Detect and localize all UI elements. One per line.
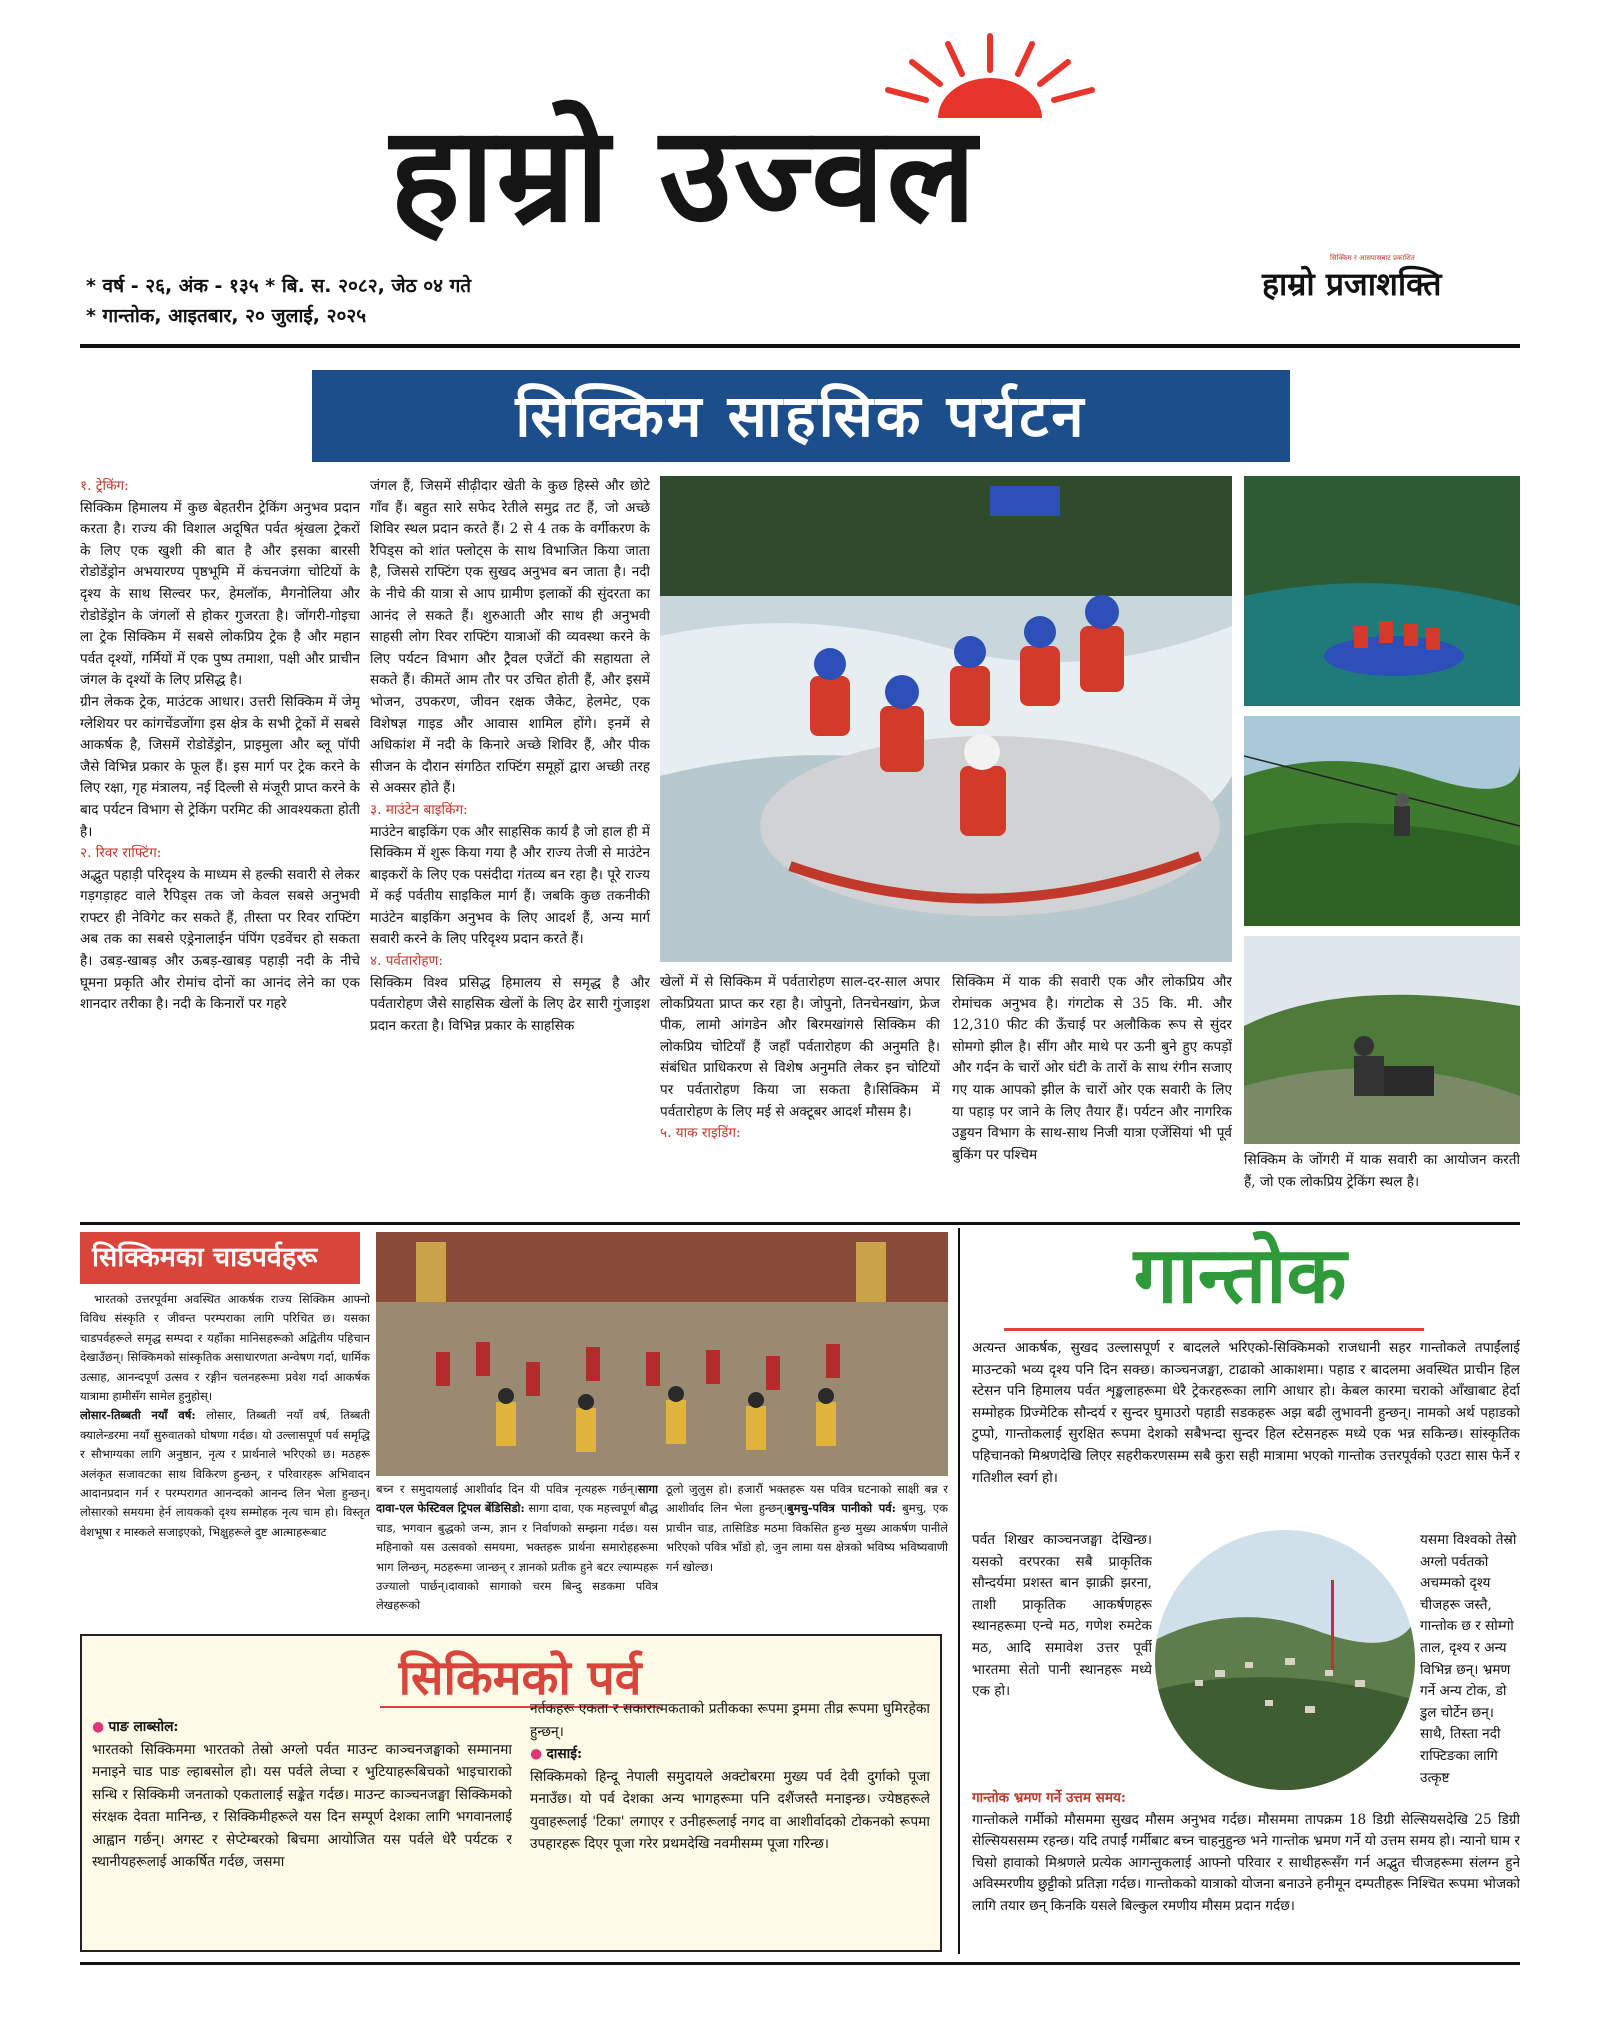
sister-paper-tagline: सिक्किम र आसपासबाट प्रकाशित [1330,254,1415,262]
saga-dawa-text: सागा दावा, एक महत्त्वपूर्ण बौद्ध चाड, भगवान बुद्धको जन्म, ज्ञान र निर्वाणको सम्झना गर्दछ। यस महिनाको यस उत्सवको समयमा, भक्तहरू प्रार्थना समारोहहरूमा भाग लिन्छन्, मठहरूमा जान्छन् र ज्ञानको प्रतीक हुने बटर ल्याम्पहरू उज्यालो पार्छन्।दावाको सागाको चरम बिन्दु सडकमा पवित्र लेखहरूको [376,1501,658,1613]
section-subheading: ३. माउंटेन बाइकिंग: [370,801,468,818]
article-column-2 [370,476,650,1220]
paragraph: अद्भुत पहाड़ी परिदृश्य के माध्यम से हल्की सवारी से लेकर गड़गड़ाहट वाले रैपिड्स तक जो केवल सबसे अनुभवी राफ्टर ही नेविगेट कर सकते हैं, तीस्ता पर रिवर राफ्टिंग अब तक का सबसे एड्रेनालाईन पंपिंग एडवेंचर हो सकता है। उबड़-खाबड़ और ऊबड़-खाबड़ पहाड़ी नदी के नीचे घूमना प्रकृति और रोमांच दोनों का आनंद लेने का एक शानदार तरीका है। नदी के किनारों पर गहरे [80,866,360,1013]
saga-dawa-label: सागा दावा-एल फेस्टिवल ट्रिपल बेंडिसिडो: [376,1482,658,1516]
parva-column-2 [530,1698,930,1948]
issue-line-1: * वर्ष - २६, अंक - १३५ * बि. स. २०८२, जेठ ०४ गते [86,275,472,297]
pang-lhabsol-continued: नर्तकहरू एकता र सकारात्मकताको प्रतीकका रूपमा ड्रममा तीव्र रूपमा घुमिरहेका हुन्छन्। [530,1701,930,1740]
river-rafting-photo [1244,476,1520,706]
best-time-text: गान्तोकले गर्मीको मौसममा सुखद मौसम अनुभव गर्दछ। मौसममा तापक्रम 18 डिग्री सेल्सियसदेखि 25 डिग्री सेल्सियससम्म रहन्छ। यदि तपाईं गर्मीबाट बच्न चाहनुहुन्छ भने गान्तोक भ्रमण गर्ने यो उत्तम समय हो। न्यानो घाम र चिसो हावाको मिश्रणले प्रत्येक आगन्तुकलाई आफ्नो परिवार र साथीहरूसँग गर्न अद्भुत चीजहरूमा संलग्न हुने अविस्मरणीय छुट्टीको प्रतिज्ञा गर्दछ। गान्तोकको यात्राको योजना बनाउने हनीमून दम्पतीहरू निश्चित रूपमा भोजको लागि तयार छन् किनकि यसले बिल्कुल रमणीय मौसम प्रदान गर्दछ। [972,1811,1520,1914]
parva-title: सिकिमको पर्व [398,1650,642,1706]
losar-label: लोसार-तिब्बती नयाँ वर्ष: [80,1408,196,1423]
festivals-column-2 [376,1480,658,1628]
masthead-title: हाम्रो उज्वल [390,98,979,252]
rafting-photo [660,476,1232,962]
gangtok-body-text: अत्यन्त आकर्षक, सुखद उल्लासपूर्ण र बादलले भरिएको-सिक्किमको राजधानी सहर गान्तोकले तपाईंलाई माउन्टको भव्य दृश्य पनि दिन सक्छ। काञ्चनजङ्घा, टाढाको आकाशमा। पहाड र बादलमा अवस्थित प्राचीन हिल स्टेसन पनि हिमालय पर्वत शृङ्खलाहरूमा धेरै ट्रेकरहरूका लागि आधार हो। केबल कारमा चराको आँखाबाट हेर्दा सम्मोहक प्रिज्मेटिक सौन्दर्य र सुन्दर घुमाउरो पहाडी सडकहरू अझ बढी लुभावनी हुन्छन्। नामको अर्थ पहाडको टुप्पो, गान्तोकलाई सुरक्षित रूपमा देशको सबैभन्दा सुन्दर हिल स्टेसनहरू मध्ये एक भन्न सकिन्छ। सांस्कृतिक पहिचानको मिश्रणदेखि लिएर सहरीकरणसम्म सबै कुरा सही मात्रामा भएको गान्तोक उत्तरपूर्वको एउटा सास फेर्ने र गतिशील स्वर्ग हो। [972,1340,1520,1486]
festivals-intro: भारतको उत्तरपूर्वमा अवस्थित आकर्षक राज्य सिक्किम आफ्नो विविध संस्कृति र जीवन्त परम्पराका लागि परिचित छ। यसका चाडपर्वहरूले समृद्ध सम्पदा र यहाँका मानिसहरूको अद्वितीय पहिचान देखाउँछन्। सिक्किमको सांस्कृतिक असाधारणता अन्वेषण गर्दा, धार्मिक उत्साह, आनन्दपूर्ण उत्सव र रङ्गीन चलनहरूमा प्रवेश गर्दा आकर्षक यात्रामा हामीसँग सामेल हुनुहोस्। [80,1292,370,1404]
pang-lhabsol-text: भारतको सिक्किममा भारतको तेस्रो अग्लो पर्वत माउन्ट काञ्चनजङ्घाको सम्मानमा मनाइने चाड पाङ ल्हाबसोल हो। यस पर्वले लेप्चा र भुटियाहरूबिचको भाइचाराको सन्धि र सिक्किमी जनताको एकतालाई सङ्केत गर्दछ। माउन्ट काञ्चनजङ्घा सिक्किमको संरक्षक देवता मानिन्छ, र सिक्किमीहरूले यस दिन सम्पूर्ण देशका लागि भगवानलाई आह्वान गर्छन्। अगस्ट र सेप्टेम्बरको बिचमा आयोजित यस पर्वले धेरै पर्यटक र स्थानीयहरूलाई आकर्षित गर्दछ, जसमा [92,1741,512,1870]
gangtok-title-underline [1004,1328,1424,1331]
article-column-1 [80,476,360,1220]
gangtok-wrap-left-text: पर्वत शिखर काञ्चनजङ्घा देखिन्छ। यसको वरपरका सबै प्राकृतिक सौन्दर्यमा प्रशस्त बान झाक्री झरना, ताशी प्राकृतिक आकर्षणहरू स्थानहरूमा एन्चे मठ, गणेश रुमटेक मठ, आदि समावेश उत्तर पूर्वी भारतमा सेतो पानी स्थानहरू मध्ये एक हो। [972,1532,1152,1700]
gangtok-best-time [972,1788,1520,1950]
paragraph: सिक्किम में याक की सवारी एक और लोकप्रिय और रोमांचक अनुभव है। गंगटोक से 35 कि. मी. और 12,310 फीट की ऊँचाई पर अलौकिक रूप से सुंदर सोमगो झील है। सींग और माथे पर ऊनी बुने हुए कपड़ों और गर्दन के चारों ओर घंटी के तारों के साथ रंगीन सजाए गए याक आपको झील के चारों ओर एक सवारी के लिए या पहाड़ पर जाने के लिए तैयार हैं। पर्यटन और नागरिक उड्डयन विभाग के साथ-साथ निजी यात्रा एजेंसियां भी पूर्व बुकिंग पर पश्चिम [952,974,1232,1163]
paragraph: माउंटेन बाइकिंग एक और साहसिक कार्य है जो हाल ही में सिक्किम में शुरू किया गया है और राज्य तेजी से माउंटेन बाइकरों के लिए एक पसंदीदा गंतव्य बन रहा है। पूरे राज्य में कई पर्वतीय साइकिल मार्ग हैं। जबकि कुछ तकनीकी माउंटेन बाइकिंग अनुभव के लिए आदर्श हैं, अन्य मार्ग सवारी करने के लिए परिदृश्य प्रदान करते हैं। [370,823,650,948]
bumchu-text: बुमचु, एक प्राचीन चाड, तासिडिङ मठमा विकसित हुन्छ मुख्य आकर्षण पानीले भरिएको पवित्र भाँडो हो, जुन लामा यस क्षेत्रको भविष्य भविष्यवाणी गर्न खोल्छ। [666,1501,948,1574]
losar-text: लोसार, तिब्बती नयाँ वर्ष, तिब्बती क्यालेन्डरमा नयाँ सुरुवातको घोषणा गर्दछ। यो उल्लासपूर्ण पर्व समृद्धि र सौभाग्यका लागि अनुष्ठान, नृत्य र प्रार्थनाले भरिएको छ। मठहरू अलंकृत सजावटका साथ विकिरण हुन्छन्, र परिवारहरू अभिवादन आदानप्रदान गर्न र परम्परागत आनन्दको आनन्द लिन भेला हुन्छन्।लोसारको समयमा हेर्न लायकको दृश्य सम्मोहक नृत्य चाम हो। विस्तृत वेशभूषा र मास्कले सजाइएको, भिक्षुहरूले दुष्ट आत्माहरूबाट [80,1408,370,1539]
gangtok-title: गान्तोक [1133,1231,1347,1321]
pang-lhabsol-label: पाङ लाब्सोल: [108,1719,179,1735]
paragraph: सिक्किम हिमालय में कुछ बेहतरीन ट्रेकिंग अनुभव प्रदान करता है। राज्य की विशाल अदूषित पर्वत श्रृंखला ट्रेकरों के लिए एक खुशी की बात है और इसका बारसी रोडोडेंड्रोन अभयारण्य पृष्ठभूमि में कंचनजंगा चोटियों के दृश्य के साथ सिल्वर फर, हेमलॉक, मैगनोलिया और रोडोडेंड्रोन के जंगलों से होकर गुजरता है। जोंगरी-गोइचा ला ट्रेक सिक्किम में सबसे लोकप्रिय ट्रेक है और महान पर्वत दृश्यों, गर्मियों में एक पुष्प तमाशा, पक्षी और प्राचीन जंगल के दृश्यों के लिए प्रसिद्ध है। [80,499,360,689]
column-divider [958,1228,960,1954]
best-time-heading: गान्तोक भ्रमण गर्ने उत्तम समय: [972,1790,1126,1806]
gangtok-wrap-right-text: यसमा विश्वको तेस्रो अग्लो पर्वतको अचम्मको दृश्य चीजहरू जस्तै, गान्तोक छ र सोम्गो ताल, दृश्य र अन्य विभिन्न छन्। भ्रमण गर्ने अन्य टोक, डो डुल चोर्टेन छन्। साथै, तिस्ता नदी राफ्टिङका लागि उत्कृष्ट [1420,1532,1517,1786]
festivals-column-1 [80,1290,370,1628]
festivals-mid-text: बच्न र समुदायलाई आशीर्वाद दिन यी पवित्र नृत्यहरू गर्छन्। [376,1482,638,1496]
section-subheading: २. रिवर राफ्टिंग: [80,845,162,862]
bumchu-label: बुमचु-पवित्र पानीको पर्व: [787,1501,896,1516]
paragraph: सिक्किम के जोंगरी में याक सवारी का आयोजन करती हैं, जो एक लोकप्रिय ट्रेकिंग स्थल है। [1244,1152,1520,1190]
paragraph: खेलों में से सिक्किम में पर्वतारोहण साल-दर-साल अपार लोकप्रियता प्राप्त कर रहा है। जोपुनो, तिनचेनखांग, फ्रेज पीक, लामो आंगडेन और बिरमखांगसे सिक्किम की लोकप्रिय चोटियाँ हैं जहाँ पर्वतारोहण की अनुमति है। संबंधित प्राधिकरण से विशेष अनुमति लेकर इन चोटियों पर पर्वतारोहण किया जा सकता है।सिक्किम में पर्वतारोहण के लिए मई से अक्टूबर आदर्श मौसम है। [660,974,940,1120]
gangtok-body [972,1338,1520,1528]
gangtok-town-photo [1155,1530,1415,1790]
article-column-4 [952,972,1232,1220]
bullet-icon: ● [530,1746,543,1762]
gangtok-wrap-left [972,1530,1152,1786]
paragraph: ग्रीन लेकक ट्रेक, माउंटक आधार। उत्तरी सिक्किम में जेमू ग्लेशियर पर कांगचेंडजोंगा इस क्षेत्र के सभी ट्रेकों में सबसे आकर्षक है, जिसमें रोडोडेंड्रोन, प्राइमुला और ब्लू पॉपी जैसे विभिन्न प्रकार के फूल हैं। इस मार्ग पर ट्रेक करने के लिए रक्षा, गृह मंत्रालय, नई दिल्ली से मंजूरी प्राप्त करने के बाद पर्यटन विभाग से ट्रेकिंग परमिट की आवश्यकता होती है। [80,693,360,840]
paragliding-photo [1244,936,1520,1144]
article-column-5 [1244,1150,1520,1220]
zipline-photo [1244,716,1520,926]
dasai-label: दासाई: [546,1746,583,1762]
sister-paper-logo: हाम्रो प्रजाशक्ति [1262,265,1442,303]
festivals-right-text: ठूलो जुलुस हो। हजारौं भक्तहरू यस पवित्र घटनाको साक्षी बन्न र आशीर्वाद लिन भेला हुन्छन्। [666,1482,948,1516]
section-divider [80,1222,1520,1225]
dasai-text: सिक्किमको हिन्दू नेपाली समुदायले अक्टोबरमा मुख्य पर्व देवी दुर्गाको पूजा मनाउँछ। यो पर्व देशका अन्य भागहरूमा पनि दशैंजस्तै मनाइन्छ। ज्येष्ठहरूले युवाहरूलाई 'टिका' लगाएर र उनीहरूलाई नगद वा आशीर्वादको टोकनको रूपमा उपहारहरू दिएर पूजा गरेर प्रथमदेखि नवमीसम्म पूजा गरिन्छ। [530,1768,930,1852]
paragraph: जंगल हैं, जिसमें सीढ़ीदार खेती के कुछ हिस्से और छोटे गाँव हैं। बहुत सारे सफेद रेतीले समुद्र तट हैं, जो अच्छे शिविर स्थल प्रदान करते हैं। 2 से 4 तक के वर्गीकरण के रैपिड्स को शांत फ्लोट्स के साथ विभाजित किया जाता है, जिससे राफ्टिंग एक सुखद अनुभव बन जाता है। नदी के नीचे की यात्रा से आप ग्रामीण इलाकों की सुंदरता का आनंद ले सकते हैं। शुरुआती और साथ ही अनुभवी साहसी लोग रिवर राफ्टिंग यात्राओं की व्यवस्था करने के लिए पर्यटन विभाग और ट्रैवल एजेंटों की सहायता ले सकते हैं। कीमतें आम तौर पर उचित होती हैं, और इसमें भोजन, उपकरण, जीवन रक्षक जैकेट, हेलमेट, एक विशेषज्ञ गाइड और आवास शामिल होंगे। इनमें से अधिकांश में नदी के किनारे अच्छे शिविर हैं, और पीक सीजन के दौरान संगठित राफ्टिंग समूहों द्वारा अच्छी तरह से अक्सर होते हैं। [370,478,650,797]
parva-column-1 [92,1716,512,1948]
section-banner: सिक्किम साहसिक पर्यटन [312,370,1290,462]
footer-rule [80,1962,1520,1965]
chaam-dance-photo [376,1232,948,1476]
issue-line-2: * गान्तोक, आइतबार, २० जुलाई, २०२५ [86,305,367,327]
section-subheading: ५. याक राइडिंग: [660,1125,741,1142]
bullet-icon: ● [92,1719,105,1735]
article-column-3 [660,972,940,1220]
festivals-column-3 [666,1480,948,1628]
section-subheading: ४. पर्वतारोहण: [370,953,443,970]
festivals-heading: सिक्किमका चाडपर्वहरू [80,1232,360,1284]
paragraph: सिक्किम विश्व प्रसिद्ध हिमालय से समृद्ध है और पर्वतारोहण जैसे साहसिक खेलों के लिए ढेर सारी गुंजाइश प्रदान करता है। विभिन्न प्रकार के साहसिक [370,974,650,1034]
section-subheading: १. ट्रेकिंग: [80,478,129,494]
gangtok-wrap-right [1420,1530,1520,1786]
masthead-rule [80,344,1520,348]
